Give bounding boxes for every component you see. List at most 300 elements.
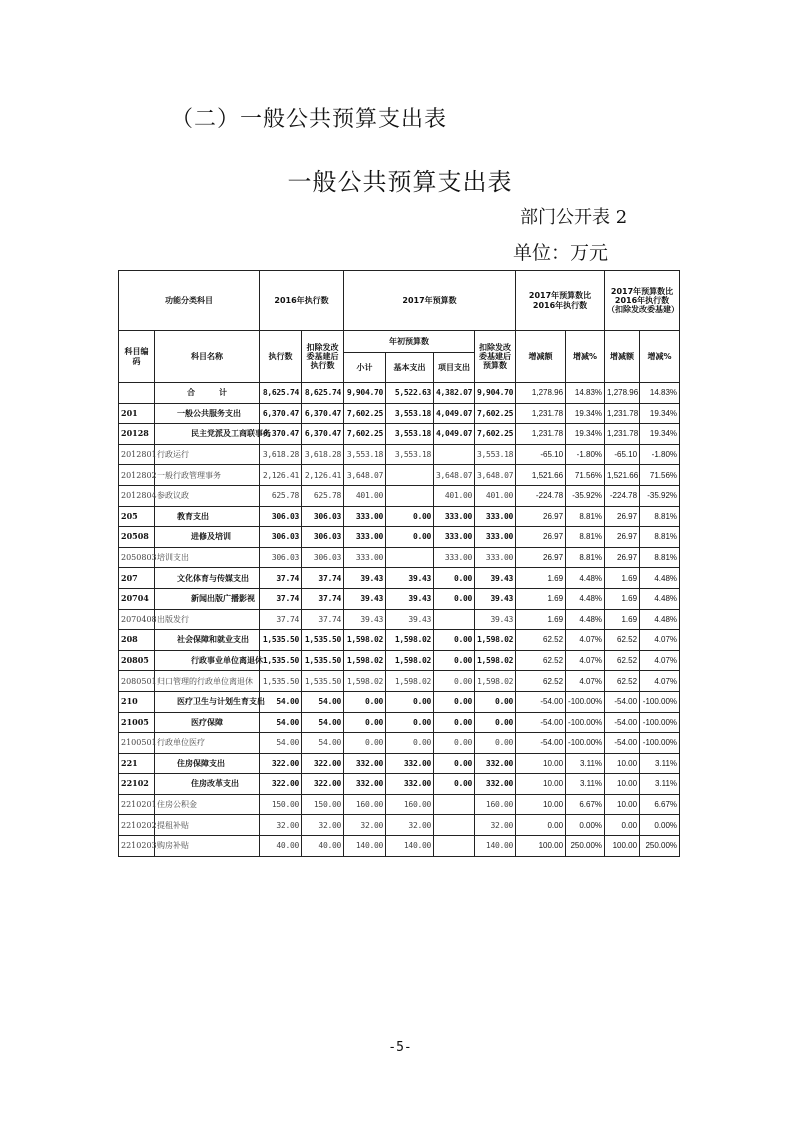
cell-exec: 54.00	[260, 712, 302, 733]
cell-inc-amount-2: -54.00	[605, 691, 640, 712]
cell-name	[155, 691, 265, 712]
cell-subtotal: 1,598.02	[344, 650, 386, 671]
cell-subtotal: 140.00	[344, 836, 386, 857]
header-compare-exec: 2017年预算数比2016年执行数	[516, 271, 605, 331]
cell-inc-amount-1: 1.69	[516, 588, 566, 609]
cell-project: 0.00	[434, 774, 475, 795]
cell-basic: 5,522.63	[386, 383, 434, 404]
page-number: -5-	[388, 1040, 412, 1055]
cell-subtotal: 1,598.02	[344, 630, 386, 651]
table-row	[119, 568, 680, 589]
cell-exec: 54.00	[260, 691, 302, 712]
cell-inc-amount-1: 1,278.96	[516, 383, 566, 404]
cell-name	[155, 609, 260, 630]
cell-budget-excl: 401.00	[475, 485, 516, 506]
cell-exec-excl: 322.00	[302, 753, 344, 774]
cell-inc-amount-1: 10.00	[516, 753, 566, 774]
cell-subtotal: 7,602.25	[344, 403, 386, 424]
cell-inc-pct-2: 71.56%	[640, 465, 680, 486]
cell-inc-pct-1: -100.00%	[566, 733, 605, 754]
cell-project	[434, 609, 475, 630]
cell-project: 0.00	[434, 568, 475, 589]
cell-inc-pct-1: 6.67%	[566, 794, 605, 815]
table-row	[119, 609, 680, 630]
table-row	[119, 753, 680, 774]
cell-budget-excl: 0.00	[475, 733, 516, 754]
cell-inc-amount-2: 10.00	[605, 753, 640, 774]
cell-inc-amount-1: 26.97	[516, 547, 566, 568]
cell-name-text: 一般行政管理事务	[157, 470, 221, 480]
cell-inc-pct-2: 3.11%	[640, 774, 680, 795]
cell-inc-amount-2: 1,231.78	[605, 424, 640, 445]
cell-basic: 160.00	[386, 794, 434, 815]
cell-inc-amount-2: 1.69	[605, 609, 640, 630]
cell-inc-pct-1: 4.07%	[566, 650, 605, 671]
cell-exec: 6,370.47	[260, 403, 302, 424]
cell-budget-excl: 333.00	[475, 506, 516, 527]
cell-subtotal: 333.00	[344, 506, 386, 527]
table-row	[119, 691, 680, 712]
cell-subtotal: 160.00	[344, 794, 386, 815]
cell-budget-excl: 3,553.18	[475, 444, 516, 465]
cell-basic: 3,553.18	[386, 403, 434, 424]
cell-budget-excl: 332.00	[475, 774, 516, 795]
cell-subtotal: 39.43	[344, 609, 386, 630]
cell-name	[155, 547, 260, 568]
cell-exec: 306.03	[260, 506, 302, 527]
cell-exec-excl: 6,370.47	[302, 424, 344, 445]
cell-project: 0.00	[434, 733, 475, 754]
cell-exec: 322.00	[260, 774, 302, 795]
cell-inc-pct-2: 4.48%	[640, 609, 680, 630]
cell-inc-pct-1: 71.56%	[566, 465, 605, 486]
cell-name-text: 出版发行	[157, 614, 189, 624]
cell-name-text: 行政事业单位离退休	[191, 654, 263, 665]
cell-exec: 322.00	[260, 753, 302, 774]
cell-subtotal: 39.43	[344, 568, 386, 589]
cell-project: 0.00	[434, 650, 475, 671]
table-row	[119, 465, 680, 486]
cell-budget-excl: 333.00	[475, 547, 516, 568]
cell-budget-excl: 1,598.02	[475, 671, 516, 692]
header-basic: 基本支出	[386, 353, 434, 383]
cell-name	[155, 444, 260, 465]
table-total-row	[119, 383, 680, 404]
cell-inc-amount-1: 26.97	[516, 506, 566, 527]
cell-exec-excl: 306.03	[302, 527, 344, 548]
cell-inc-pct-1: 3.11%	[566, 753, 605, 774]
cell-code: 2012804	[119, 485, 155, 506]
cell-project: 401.00	[434, 485, 475, 506]
cell-basic: 0.00	[386, 506, 434, 527]
table-row	[119, 794, 680, 815]
section-title: （二）一般公共预算支出表	[171, 107, 448, 132]
header-func-class: 功能分类科目	[119, 271, 260, 331]
cell-basic: 0.00	[386, 712, 434, 733]
cell-exec: 1,535.50	[260, 630, 302, 651]
cell-inc-amount-1: 26.97	[516, 527, 566, 548]
cell-code: 2080501	[119, 671, 155, 692]
table-row	[119, 588, 680, 609]
cell-exec-excl: 1,535.50	[302, 671, 344, 692]
cell-subtotal: 0.00	[344, 691, 386, 712]
cell-inc-amount-1: 62.52	[516, 630, 566, 651]
cell-exec: 8,625.74	[260, 383, 302, 404]
cell-name	[155, 774, 260, 795]
cell-inc-amount-1: 62.52	[516, 650, 566, 671]
cell-inc-amount-2: 62.52	[605, 650, 640, 671]
cell-code: 2012801	[119, 444, 155, 465]
cell-code: 207	[119, 568, 155, 589]
cell-inc-amount-2: 1.69	[605, 568, 640, 589]
cell-inc-pct-2: -100.00%	[640, 712, 680, 733]
header-budget-excl: 扣除发改委基建后预算数	[475, 331, 516, 383]
cell-exec-excl: 54.00	[302, 733, 344, 754]
cell-basic: 1,598.02	[386, 650, 434, 671]
header-inc-amount-2: 增减额	[605, 331, 640, 383]
cell-subtotal: 7,602.25	[344, 424, 386, 445]
cell-budget-excl: 3,648.07	[475, 465, 516, 486]
cell-inc-amount-2: 26.97	[605, 506, 640, 527]
cell-basic: 3,553.18	[386, 424, 434, 445]
cell-subtotal: 0.00	[344, 712, 386, 733]
cell-inc-pct-2: 250.00%	[640, 836, 680, 857]
cell-code: 2210201	[119, 794, 155, 815]
cell-budget-excl: 0.00	[475, 691, 516, 712]
cell-basic: 1,598.02	[386, 630, 434, 651]
table-row	[119, 444, 680, 465]
cell-inc-amount-1: 1,231.78	[516, 424, 566, 445]
cell-project: 0.00	[434, 630, 475, 651]
header-exec: 执行数	[260, 331, 302, 383]
cell-code: 205	[119, 506, 155, 527]
cell-inc-pct-2: 4.07%	[640, 671, 680, 692]
cell-inc-pct-1: 14.83%	[566, 383, 605, 404]
cell-exec-excl: 322.00	[302, 774, 344, 795]
header-code: 科目编码	[119, 331, 155, 383]
header-initial-budget: 年初预算数	[344, 331, 475, 353]
cell-basic: 3,553.18	[386, 444, 434, 465]
cell-basic	[386, 485, 434, 506]
budget-expenditure-table	[118, 270, 680, 857]
cell-exec-excl: 1,535.50	[302, 630, 344, 651]
cell-inc-amount-2: 1,278.96	[605, 383, 640, 404]
cell-name	[155, 815, 260, 836]
cell-budget-excl: 140.00	[475, 836, 516, 857]
cell-inc-pct-1: 19.34%	[566, 424, 605, 445]
cell-name-text: 社会保障和就业支出	[177, 634, 249, 645]
unit-label: 单位：万元	[513, 242, 609, 264]
cell-name	[155, 527, 260, 548]
cell-budget-excl: 333.00	[475, 527, 516, 548]
cell-code: 2070408	[119, 609, 155, 630]
cell-inc-pct-1: 4.48%	[566, 588, 605, 609]
cell-name-text: 归口管理的行政单位离退休	[157, 676, 253, 686]
cell-exec-excl: 54.00	[302, 712, 344, 733]
cell-name	[155, 568, 260, 589]
cell-inc-amount-1: 100.00	[516, 836, 566, 857]
cell-exec-excl: 40.00	[302, 836, 344, 857]
cell-inc-amount-1: -54.00	[516, 712, 566, 733]
cell-subtotal: 32.00	[344, 815, 386, 836]
cell-basic: 0.00	[386, 691, 434, 712]
cell-basic: 39.43	[386, 568, 434, 589]
cell-inc-pct-2: 8.81%	[640, 506, 680, 527]
cell-inc-pct-2: 4.07%	[640, 630, 680, 651]
table-row	[119, 527, 680, 548]
cell-exec: 3,618.28	[260, 444, 302, 465]
cell-inc-pct-2: 4.48%	[640, 588, 680, 609]
cell-inc-pct-2: -35.92%	[640, 485, 680, 506]
header-project: 项目支出	[434, 353, 475, 383]
cell-budget-excl: 1,598.02	[475, 630, 516, 651]
cell-inc-pct-1: -35.92%	[566, 485, 605, 506]
cell-name-text: 进修及培训	[191, 531, 231, 542]
cell-basic: 39.43	[386, 588, 434, 609]
cell-basic: 0.00	[386, 733, 434, 754]
table-row	[119, 671, 680, 692]
table-row	[119, 424, 680, 445]
cell-name	[155, 506, 260, 527]
cell-name	[155, 485, 260, 506]
cell-inc-pct-2: 3.11%	[640, 753, 680, 774]
cell-budget-excl: 39.43	[475, 568, 516, 589]
cell-name	[155, 383, 260, 404]
cell-budget-excl: 332.00	[475, 753, 516, 774]
cell-project: 4,049.07	[434, 424, 475, 445]
cell-exec-excl: 2,126.41	[302, 465, 344, 486]
cell-inc-pct-2: -100.00%	[640, 691, 680, 712]
cell-name-text: 一般公共服务支出	[177, 407, 241, 418]
cell-code: 201	[119, 403, 155, 424]
cell-code: 22102	[119, 774, 155, 795]
cell-project: 333.00	[434, 506, 475, 527]
cell-exec-excl: 306.03	[302, 506, 344, 527]
cell-exec: 306.03	[260, 547, 302, 568]
cell-basic	[386, 465, 434, 486]
cell-basic: 32.00	[386, 815, 434, 836]
table-row	[119, 506, 680, 527]
cell-inc-amount-2: -54.00	[605, 712, 640, 733]
cell-basic: 332.00	[386, 774, 434, 795]
cell-exec: 32.00	[260, 815, 302, 836]
cell-exec-excl: 1,535.50	[302, 650, 344, 671]
cell-inc-amount-2: 1.69	[605, 588, 640, 609]
cell-name-text: 培训支出	[157, 552, 189, 562]
cell-exec: 1,535.50	[260, 650, 302, 671]
cell-name-text: 住房保障支出	[177, 757, 225, 768]
cell-subtotal: 332.00	[344, 774, 386, 795]
cell-inc-amount-2: -224.78	[605, 485, 640, 506]
header-exec-excl: 扣除发改委基建后执行数	[302, 331, 344, 383]
cell-basic: 140.00	[386, 836, 434, 857]
cell-project: 4,049.07	[434, 403, 475, 424]
cell-code: 2210202	[119, 815, 155, 836]
cell-inc-pct-2: 8.81%	[640, 527, 680, 548]
cell-inc-amount-2: -54.00	[605, 733, 640, 754]
cell-exec-excl: 306.03	[302, 547, 344, 568]
cell-subtotal: 3,648.07	[344, 465, 386, 486]
cell-code: 210	[119, 691, 155, 712]
cell-basic: 0.00	[386, 527, 434, 548]
cell-inc-amount-1: 10.00	[516, 794, 566, 815]
cell-inc-pct-1: 250.00%	[566, 836, 605, 857]
cell-subtotal: 333.00	[344, 547, 386, 568]
cell-inc-pct-1: -100.00%	[566, 691, 605, 712]
cell-inc-amount-1: 1.69	[516, 568, 566, 589]
cell-exec: 6,370.47	[260, 424, 302, 445]
cell-inc-amount-1: 1,231.78	[516, 403, 566, 424]
table-row	[119, 774, 680, 795]
cell-code: 208	[119, 630, 155, 651]
header-compare-excl: 2017年预算数比2016年执行数（扣除发改委基建）	[605, 271, 680, 331]
table-row	[119, 650, 680, 671]
cell-project: 4,382.07	[434, 383, 475, 404]
cell-name-text: 医疗卫生与计划生育支出	[177, 696, 265, 707]
table-row	[119, 815, 680, 836]
header-budget-2017: 2017年预算数	[344, 271, 516, 331]
cell-inc-pct-1: 4.48%	[566, 609, 605, 630]
cell-code	[119, 383, 155, 404]
cell-project	[434, 836, 475, 857]
cell-basic: 1,598.02	[386, 671, 434, 692]
cell-code: 20508	[119, 527, 155, 548]
cell-project: 3,648.07	[434, 465, 475, 486]
cell-project: 0.00	[434, 753, 475, 774]
cell-inc-pct-2: 4.07%	[640, 650, 680, 671]
table-row	[119, 403, 680, 424]
cell-name	[155, 424, 271, 445]
cell-exec: 1,535.50	[260, 671, 302, 692]
cell-exec-excl: 32.00	[302, 815, 344, 836]
cell-name	[155, 733, 260, 754]
cell-inc-amount-1: -54.00	[516, 691, 566, 712]
cell-basic: 39.43	[386, 609, 434, 630]
cell-inc-amount-1: 0.00	[516, 815, 566, 836]
header-name: 科目名称	[155, 331, 260, 383]
cell-subtotal: 1,598.02	[344, 671, 386, 692]
cell-exec-excl: 625.78	[302, 485, 344, 506]
cell-inc-amount-2: 62.52	[605, 630, 640, 651]
cell-inc-pct-2: -100.00%	[640, 733, 680, 754]
cell-name	[155, 403, 260, 424]
cell-inc-pct-1: 4.07%	[566, 671, 605, 692]
cell-inc-pct-1: 8.81%	[566, 547, 605, 568]
cell-project: 333.00	[434, 547, 475, 568]
cell-subtotal: 332.00	[344, 753, 386, 774]
cell-budget-excl: 1,598.02	[475, 650, 516, 671]
cell-subtotal: 9,904.70	[344, 383, 386, 404]
cell-inc-amount-2: 26.97	[605, 547, 640, 568]
cell-basic	[386, 547, 434, 568]
cell-exec: 54.00	[260, 733, 302, 754]
cell-exec: 37.74	[260, 609, 302, 630]
cell-inc-amount-2: -65.10	[605, 444, 640, 465]
cell-budget-excl: 7,602.25	[475, 403, 516, 424]
cell-inc-pct-1: -1.80%	[566, 444, 605, 465]
cell-inc-pct-2: -1.80%	[640, 444, 680, 465]
cell-inc-pct-2: 6.67%	[640, 794, 680, 815]
cell-project	[434, 794, 475, 815]
cell-inc-pct-1: 4.07%	[566, 630, 605, 651]
cell-exec: 625.78	[260, 485, 302, 506]
cell-inc-amount-2: 100.00	[605, 836, 640, 857]
cell-name	[155, 836, 260, 857]
cell-exec: 306.03	[260, 527, 302, 548]
page-title: 一般公共预算支出表	[287, 168, 513, 196]
cell-name-text: 住房改革支出	[191, 778, 239, 789]
cell-exec-excl: 150.00	[302, 794, 344, 815]
cell-name-text: 医疗保障	[191, 716, 223, 727]
cell-exec-excl: 6,370.47	[302, 403, 344, 424]
cell-code: 2100501	[119, 733, 155, 754]
cell-code: 20805	[119, 650, 155, 671]
cell-budget-excl: 32.00	[475, 815, 516, 836]
cell-code: 20128	[119, 424, 155, 445]
cell-name	[155, 794, 260, 815]
cell-name	[155, 753, 260, 774]
cell-project	[434, 815, 475, 836]
cell-name	[155, 671, 260, 692]
header-inc-amount-1: 增减额	[516, 331, 566, 383]
cell-exec: 37.74	[260, 588, 302, 609]
table-row	[119, 485, 680, 506]
cell-budget-excl: 160.00	[475, 794, 516, 815]
cell-inc-amount-2: 10.00	[605, 794, 640, 815]
cell-project: 0.00	[434, 588, 475, 609]
table-row	[119, 733, 680, 754]
cell-inc-pct-2: 4.48%	[640, 568, 680, 589]
cell-inc-amount-1: -54.00	[516, 733, 566, 754]
cell-inc-pct-1: -100.00%	[566, 712, 605, 733]
cell-name-text: 教育支出	[177, 510, 209, 521]
cell-name-text: 行政运行	[157, 449, 189, 459]
header-exec-2016: 2016年执行数	[260, 271, 344, 331]
header-subtotal: 小计	[344, 353, 386, 383]
cell-basic: 332.00	[386, 753, 434, 774]
cell-name	[155, 650, 263, 671]
cell-name-text: 提租补贴	[157, 820, 189, 830]
cell-exec-excl: 37.74	[302, 568, 344, 589]
cell-inc-amount-2: 1,521.66	[605, 465, 640, 486]
cell-budget-excl: 7,602.25	[475, 424, 516, 445]
cell-code: 2012802	[119, 465, 155, 486]
cell-name-text: 住房公积金	[157, 800, 197, 810]
cell-inc-pct-1: 4.48%	[566, 568, 605, 589]
cell-subtotal: 333.00	[344, 527, 386, 548]
cell-project: 333.00	[434, 527, 475, 548]
cell-inc-amount-1: 1.69	[516, 609, 566, 630]
cell-exec: 37.74	[260, 568, 302, 589]
cell-name-text: 新闻出版广播影视	[191, 593, 255, 604]
cell-inc-amount-2: 62.52	[605, 671, 640, 692]
cell-inc-pct-1: 8.81%	[566, 527, 605, 548]
cell-code: 20704	[119, 588, 155, 609]
cell-budget-excl: 9,904.70	[475, 383, 516, 404]
cell-inc-amount-2: 26.97	[605, 527, 640, 548]
cell-subtotal: 3,553.18	[344, 444, 386, 465]
cell-inc-amount-2: 0.00	[605, 815, 640, 836]
header-inc-pct-2: 增减%	[640, 331, 680, 383]
table-row	[119, 712, 680, 733]
cell-name-text: 行政单位医疗	[157, 738, 205, 748]
cell-project: 0.00	[434, 691, 475, 712]
cell-inc-pct-2: 0.00%	[640, 815, 680, 836]
cell-name-text: 参政议政	[157, 491, 189, 501]
cell-code: 221	[119, 753, 155, 774]
cell-budget-excl: 39.43	[475, 588, 516, 609]
cell-exec-excl: 37.74	[302, 609, 344, 630]
